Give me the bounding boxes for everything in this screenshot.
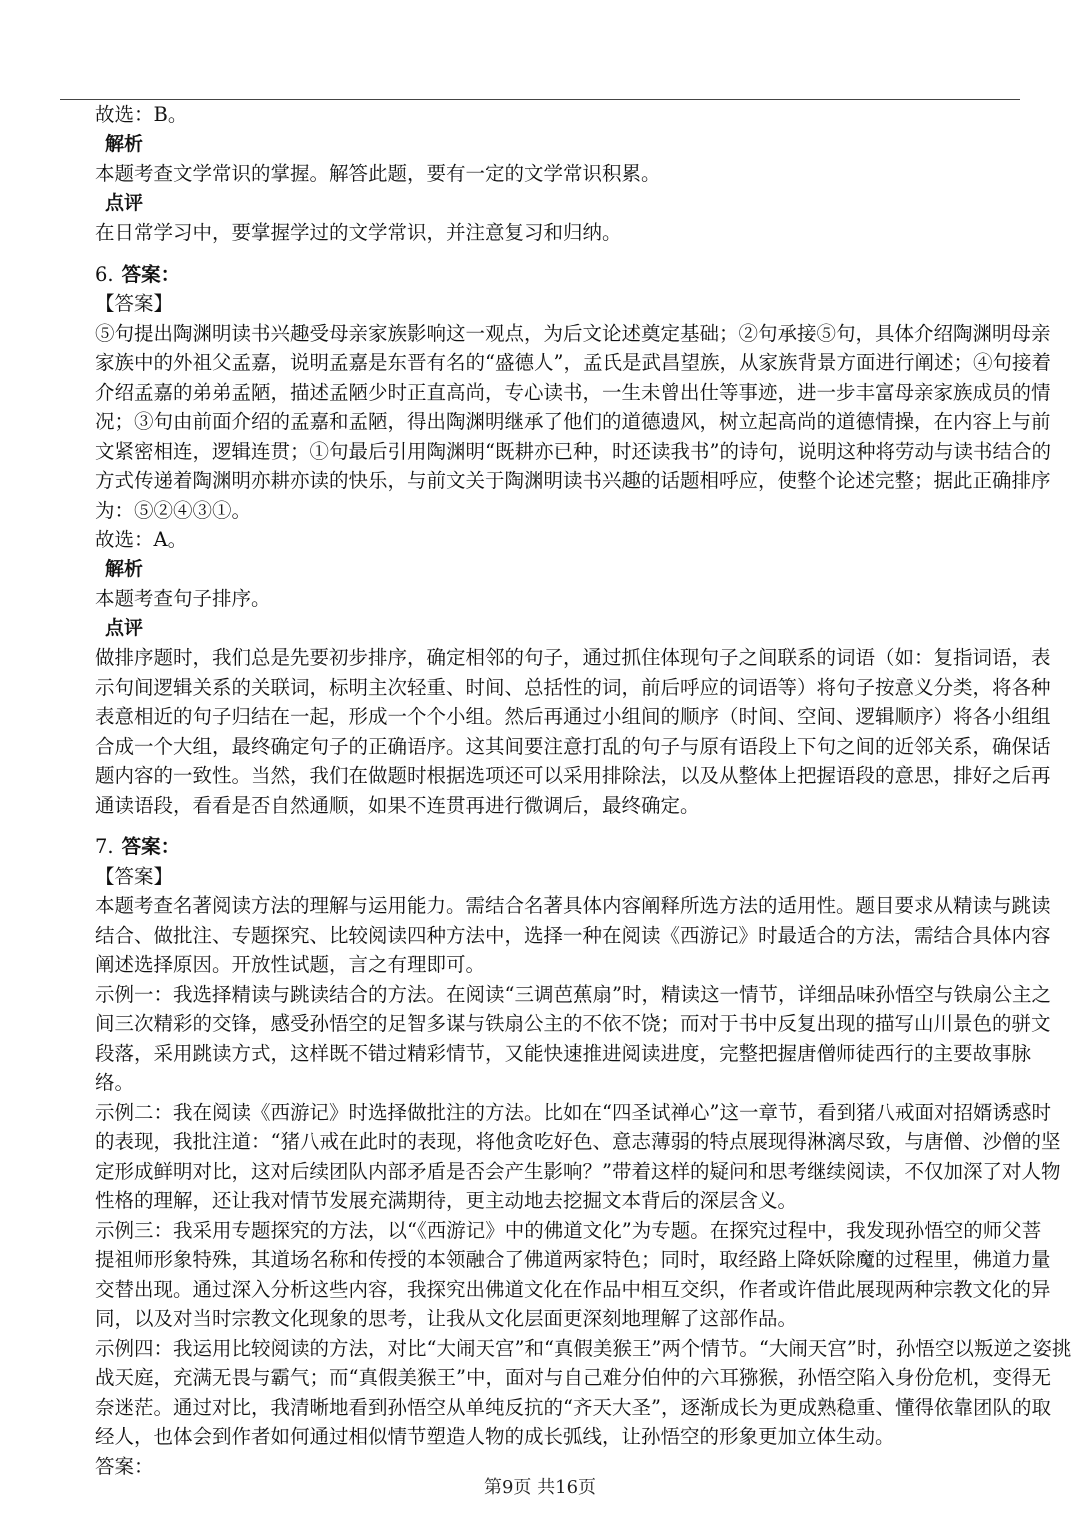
q6-title — [95, 260, 1035, 290]
q6-dianping-line: 表意相近的句子归结在一起，形成一个个小组。然后再通过小组间的顺序（时间、空间、逻辑顺序）将各小组组 — [95, 705, 1051, 728]
q6-answer-paragraph — [95, 319, 1051, 526]
q6-dianping-line: 示句间逻辑关系的关联词，标明主次轻重、时间、总括性的词，前后呼应的词语等）将句子按意义分类，将各种 — [95, 675, 1051, 699]
q6-answer-line: 方式传递着陶渊明亦耕亦读的快乐，与前文关于陶渊明读书兴趣的话题相呼应，使整个论述完整；据此正确排序 — [95, 469, 1051, 492]
page-content — [95, 100, 1072, 1481]
q6-number: 6. — [95, 262, 114, 286]
q6-dianping-paragraph — [95, 643, 1051, 820]
q6-answer-line: 家族中的外祖父孟嘉，说明孟嘉是东晋有名的“盛德人”，孟氏是武昌望族，从家族背景方面进行阐述；④句接着 — [95, 351, 1051, 374]
q7-example3-line: 交替出现。通过深入分析这些内容，我探究出佛道文化在作品中相互交织，作者或许借此展现两种宗教文化的异 — [95, 1277, 1051, 1301]
q6-answer-line: 为：⑤②④③①。 — [95, 498, 252, 522]
q7-example3-line: 同，以及对当时宗教文化现象的思考，让我从文化层面更深刻地理解了这部作品。 — [95, 1307, 798, 1330]
q7-example2-line: 示例二：我在阅读《西游记》时选择做批注的方法。比如在“四圣试禅心”这一章节，看到猪八戒面对招婿诱惑时 — [95, 1100, 1051, 1124]
q6-dianping-line: 通读语段，看看是否自然通顺，如果不连贯再进行微调后，最终确定。 — [95, 793, 700, 817]
q5-dianping-text: 在日常学习中，要掌握学过的文学常识，并注意复习和归纳。 — [95, 221, 622, 244]
q7-example-3 — [95, 1216, 1051, 1334]
q5-choice: 故选：B。 — [95, 103, 188, 126]
q7-intro-line: 本题考查名著阅读方法的理解与运用能力。需结合名著具体内容阐释所选方法的适用性。题目要求从精读与跳读 — [95, 894, 1051, 917]
q7-example4-line: 战天庭，充满无畏与霸气；而“真假美猴王”中，面对与自己难分伯仲的六耳猕猴，孙悟空陷入身份危机，变得无 — [95, 1366, 1051, 1389]
q5-jiexi-text: 本题考查文学常识的掌握。解答此题，要有一定的文学常识积累。 — [95, 162, 661, 185]
q7-example1-line: 间三次精彩的交锋，感受孙悟空的足智多谋与铁扇公主的不依不饶；而对于书中反复出现的描写山川景色的骈文 — [95, 1012, 1051, 1035]
q7-intro-line: 阐述选择原因。开放性试题，言之有理即可。 — [95, 953, 486, 976]
q6-jiexi-heading: 解析 — [105, 557, 144, 580]
q7-title-label: 答案： — [121, 835, 181, 858]
q6-dianping-line: 题内容的一致性。当然，我们在做题时根据选项还可以采用排除法，以及从整体上把握语段的意思，排好之后再 — [95, 764, 1051, 787]
q6-title-label: 答案： — [121, 262, 181, 286]
q7-example1-line: 络。 — [95, 1071, 135, 1094]
q7-trailing-answer: 答案： — [95, 1454, 154, 1478]
q6-dianping-heading: 点评 — [105, 616, 144, 639]
q6-choice: 故选：A。 — [95, 528, 188, 551]
q6-answer-line: 况；③句由前面介绍的孟嘉和孟陋，得出陶渊明继承了他们的道德遗风，树立起高尚的道德情操，在内容上与前 — [95, 410, 1051, 433]
q7-example4-line: 示例四：我运用比较阅读的方法，对比“大闹天宫”和“真假美猴王”两个情节。“大闹天宫”时，孙悟空以叛逆之姿挑 — [95, 1336, 1072, 1360]
q6-dianping-line: 合成一个大组，最终确定句子的正确语序。这其间要注意打乱的句子与原有语段上下句之间的近邻关系，确保话 — [95, 734, 1051, 758]
q7-example-4 — [95, 1334, 1072, 1452]
q7-example2-line: 性格的理解，还让我对情节发展充满期待，更主动地去挖掘文本背后的深层含义。 — [95, 1189, 798, 1212]
q7-example4-line: 奈迷茫。通过对比，我清晰地看到孙悟空从单纯反抗的“齐天大圣”，逐渐成长为更成熟稳重、懂得依靠团队的取 — [95, 1395, 1051, 1419]
q7-example2-line: 定形成鲜明对比，这对后续团队内部矛盾是否会产生影响？”带着这样的疑问和思考继续阅读，不仅加深了对人物 — [95, 1159, 1061, 1183]
q6-jiexi-text: 本题考查句子排序。 — [95, 587, 271, 610]
q7-example1-line: 示例一：我选择精读与跳读结合的方法。在阅读“三调芭蕉扇”时，精读这一情节，详细品味孙悟空与铁扇公主之 — [95, 982, 1051, 1006]
q7-example1-line: 段落，采用跳读方式，这样既不错过精彩情节，又能快速推进阅读进度，完整把握唐僧师徒西行的主要故事脉 — [95, 1041, 1032, 1065]
q7-intro-line: 结合、做批注、专题探究、比较阅读四种方法中，选择一种在阅读《西游记》时最适合的方法，需结合具体内容 — [95, 923, 1051, 947]
q7-example-1 — [95, 980, 1051, 1098]
q7-example3-line: 提祖师形象特殊，其道场名称和传授的本领融合了佛道两家特色；同时，取经路上降妖除魔的过程里，佛道力量 — [95, 1248, 1051, 1271]
q7-answer-tag: 【答案】 — [95, 864, 174, 888]
q5-dianping-heading: 点评 — [105, 191, 144, 214]
q6-answer-line: 文紧密相连，逻辑连贯；①句最后引用陶渊明“既耕亦已种，时还读我书”的诗句，说明这种将劳动与读书结合的 — [95, 439, 1051, 463]
q7-example2-line: 的表现，我批注道：“猪八戒在此时的表现，将他贪吃好色、意志薄弱的特点展现得淋漓尽致，与唐僧、沙僧的坚 — [95, 1130, 1061, 1153]
q6-dianping-line: 做排序题时，我们总是先要初步排序，确定相邻的句子，通过抓住体现句子之间联系的词语（如：复指词语，表 — [95, 646, 1051, 669]
q7-example4-line: 经人，也体会到作者如何通过相似情节塑造人物的成长弧线，让孙悟空的形象更加立体生动。 — [95, 1425, 895, 1448]
q7-intro-paragraph — [95, 891, 1051, 980]
q7-number: 7. — [95, 835, 114, 858]
q5-jiexi-heading: 解析 — [105, 132, 144, 155]
q6-answer-line: ⑤句提出陶渊明读书兴趣受母亲家族影响这一观点，为后文论述奠定基础；②句承接⑤句，具体介绍陶渊明母亲 — [95, 321, 1051, 345]
q6-answer-line: 介绍孟嘉的弟弟孟陋，描述孟陋少时正直高尚，专心读书，一生未曾出仕等事迹，进一步丰富母亲家族成员的情 — [95, 380, 1051, 404]
q6-answer-tag: 【答案】 — [95, 292, 174, 315]
q7-title — [95, 832, 1035, 862]
q7-example3-line: 示例三：我采用专题探究的方法，以“《西游记》中的佛道文化”为专题。在探究过程中，我发现孙悟空的师父菩 — [95, 1218, 1042, 1242]
q7-example-2 — [95, 1098, 1061, 1216]
page-number-footer: 第9页 共16页 — [483, 1477, 597, 1498]
